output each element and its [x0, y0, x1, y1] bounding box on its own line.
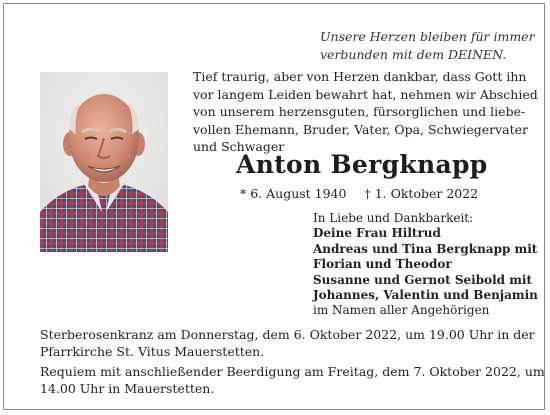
mourner-line: Andreas und Tina Bergknapp mit: [313, 241, 538, 256]
rosary-line: Sterberosenkranz am Donnerstag, dem 6. Oktober 2022, um 19.00 Uhr in der: [40, 327, 535, 342]
mourner-line: Johannes, Valentin und Benjamin: [313, 288, 538, 303]
service-notices: [40, 326, 545, 400]
rosary-notice: [40, 326, 540, 361]
motto: [320, 28, 535, 64]
requiem-line: Requiem mit anschließender Beerdigung am Freitag, dem 7. Oktober 2022, um: [40, 363, 545, 379]
death-date: † 1. Oktober 2022: [364, 186, 479, 201]
motto-line: Unsere Herzen bleiben für immer: [320, 29, 535, 44]
intro-line: von unserem herzensguten, fürsorglichen und liebe-: [193, 104, 526, 120]
intro-line: und Schwager: [193, 139, 285, 155]
intro-line: vor langem Leiden bewahrt hat, nehmen wir Abschied: [193, 86, 538, 102]
rosary-line: Pfarrkirche St. Vitus Mauerstetten.: [40, 344, 265, 360]
intro-line: vollen Ehemann, Bruder, Vater, Opa, Schwiegervater: [193, 121, 529, 137]
life-dates: [240, 186, 540, 201]
portrait-photo: [40, 72, 168, 252]
intro-line: Tief traurig, aber von Herzen dankbar, dass Gott ihn: [193, 69, 527, 84]
motto-line: verbunden mit dem DEINEN.: [320, 47, 507, 62]
deceased-name: Anton Bergknapp: [236, 150, 488, 179]
mourner-line: Susanne und Gernot Seibold mit: [313, 272, 533, 287]
intro-text: [193, 68, 538, 156]
birth-date: * 6. August 1940: [240, 186, 347, 201]
mourners-intro: In Liebe und Dankbarkeit:: [313, 211, 474, 225]
requiem-line: 14.00 Uhr in Mauerstetten.: [40, 381, 215, 397]
mourner-line: Florian und Theodor: [313, 257, 452, 272]
requiem-notice: [40, 363, 545, 398]
mourners-outro: im Namen aller Angehörigen: [313, 303, 490, 318]
portrait-image: [40, 72, 168, 252]
mourners-list: [313, 211, 543, 319]
mourner-line: Deine Frau Hiltrud: [313, 226, 441, 241]
